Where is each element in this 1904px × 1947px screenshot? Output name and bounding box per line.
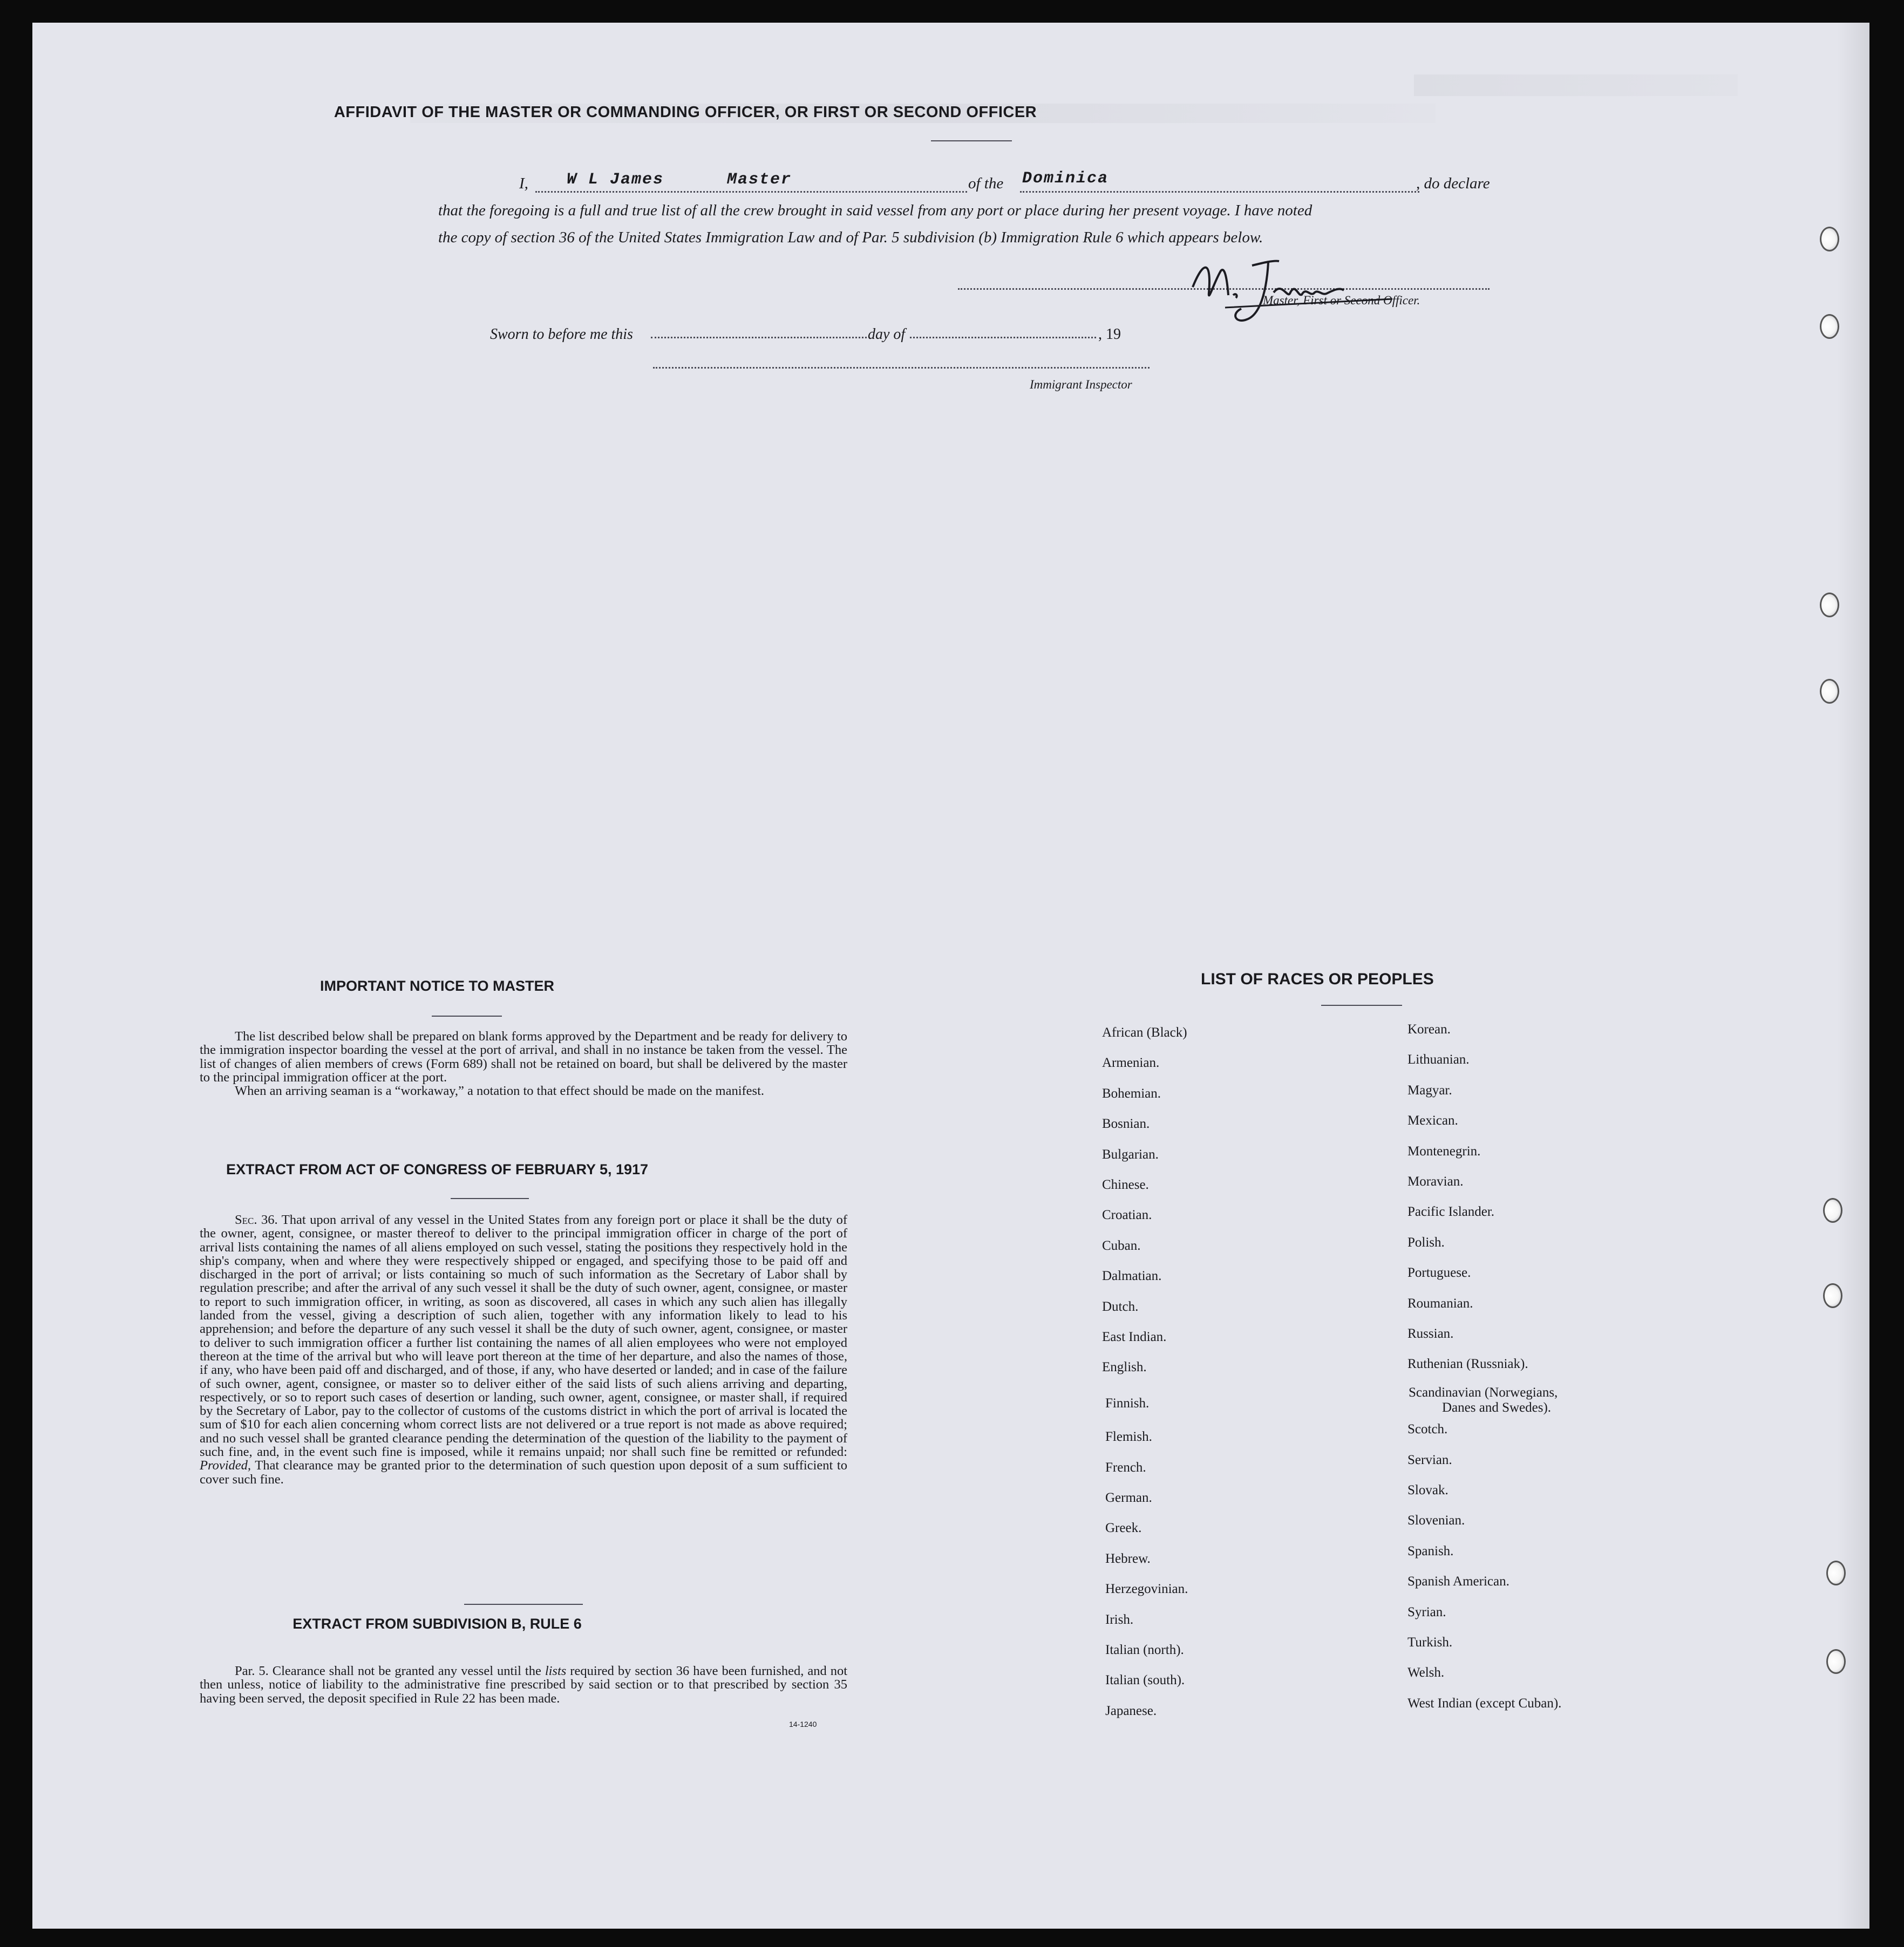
officer-rank: Master [727,171,792,189]
race-item: Polish. [1407,1235,1445,1250]
sworn-month-line [910,337,1096,338]
race-item: Bohemian. [1102,1086,1161,1101]
race-item: Montenegrin. [1407,1143,1481,1159]
vessel-name-line [1020,191,1419,193]
affidavit-line-3: the copy of section 36 of the United States Immigration Law and of Par. 5 subdivision (b) Immigration Rule 6 which appears below. [438,229,1263,246]
race-item: Spanish. [1407,1543,1454,1558]
race-item: German. [1105,1490,1152,1505]
race-item: Scotch. [1407,1422,1448,1437]
race-item: Welsh. [1407,1665,1445,1680]
extract-act-title: EXTRACT FROM ACT OF CONGRESS OF FEBRUARY 5, 1917 [226,1161,649,1177]
lists-word: lists [545,1664,567,1678]
section-text: That upon arrival of any vessel in the United States from any foreign port or place it shall be the duty of the owner, agent, consignee, or master thereof to deliver to the principal immigration officer in charge of the port of arrival lists containing the names of all aliens employed on such vessel, stating the positions they respectively hold in the ship's company, when and where they were respectively shipped or engaged, and specifying those to be paid off and discharged in the port of arrival; or lists containing so much of such information as the Secretary of Labor shall by regulation prescribe; and after the arrival of any such vessel it shall be the duty of such owner, agent, consignee, or master to report to such immigration officer, in writing, as soon as discovered, all cases in which any such alien has illegally landed from the vessel, giving a description of such alien, together with any information likely to lead to his apprehension; and before the departure of any such vessel it shall be the duty of such owner, agent, consignee, or master to deliver to such immigration officer a further list containing the names of all alien employees who were not employed thereon at the time of the arrival but who will leave port thereon at the time of her departure, and also the names of those, if any, who have been paid off and discharged, and of those, if any, who have deserted or landed; and in case of the failure of such owner, agent, consignee, or master so to deliver either of the said lists of such aliens arriving and departing, respectively, or so to report such cases of desertion or landing, such owner, agent, consignee, or master shall, if required by the Secretary of Labor, pay to the collector of customs of the customs district in which the port of arrival is located the sum of $10 for each alien concerning whom correct lists are not delivered or a true report is not made as above required; and no such vessel shall be granted clearance pending the determination of the question of the liability to the payment of such fine, and, in the event such fine is imposed, while it remains unpaid; nor shall such fine be remitted or refunded: [200,1213,847,1460]
form-number: 14-1240 [789,1720,817,1728]
vessel-name: Dominica [1022,169,1109,188]
rule-divider [464,1604,583,1605]
race-item: Irish. [1105,1612,1134,1627]
race-item: Italian (north). [1105,1643,1184,1657]
officer-name: W L James [567,171,664,189]
do-declare-label: , do declare [1416,175,1490,192]
rule-text: Par. 5. Clearance shall not be granted any vessel until the [235,1664,541,1678]
race-item: Bulgarian. [1102,1147,1159,1162]
race-item: Dutch. [1102,1299,1139,1314]
punch-hole [1820,593,1839,617]
punch-hole [1820,227,1839,251]
extract-rule-title: EXTRACT FROM SUBDIVISION B, RULE 6 [293,1616,582,1632]
races-title: LIST OF RACES OR PEOPLES [1201,970,1434,988]
sworn-label: Sworn to before me this [490,326,633,343]
race-item: Herzegovinian. [1105,1582,1188,1597]
sworn-year-label: , 19 [1098,326,1121,343]
inspector-signature-line [653,367,1150,369]
race-item: Ruthenian (Russniak). [1407,1357,1528,1372]
of-the-label: of the [968,175,1004,192]
race-item: French. [1105,1460,1146,1475]
race-item: Roumanian. [1407,1296,1473,1311]
race-item: Moravian. [1407,1174,1464,1189]
race-item: African (Black) [1102,1025,1187,1040]
proviso-word: Provided, [200,1458,251,1473]
race-item: Dalmatian. [1102,1269,1162,1284]
section-text-end: That clearance may be granted prior to the determination of such question upon deposit of a sum sufficient to cover such fine. [200,1458,847,1487]
race-item: Lithuanian. [1407,1052,1470,1067]
race-item: Flemish. [1105,1429,1152,1445]
title-divider [931,140,1012,141]
race-item: Hebrew. [1105,1551,1151,1566]
race-item: Spanish American. [1407,1574,1509,1589]
race-item: Italian (south). [1105,1673,1185,1688]
section-label: Sec. 36. [235,1213,278,1227]
rule-text-end: required by section 36 have been furnished, and not then unless, notice of liability to the administrative fine prescribed by said section or to that prescribed by section 35 having been served, the deposit specified in Rule 22 has been made. [200,1664,848,1706]
race-item: Slovak. [1407,1483,1449,1497]
race-item: Slovenian. [1407,1513,1465,1528]
race-item: Finnish. [1105,1395,1150,1411]
race-item: Servian. [1407,1452,1452,1467]
race-item: Korean. [1407,1022,1451,1037]
race-item: Portuguese. [1407,1265,1471,1281]
intro-prefix: I, [519,175,528,192]
punch-hole [1820,314,1839,339]
affidavit-line-2: that the foregoing is a full and true list of all the crew brought in said vessel from any port or place during her present voyage. I have noted [438,202,1313,219]
extract-rule-body [200,1664,847,1705]
race-item: Chinese. [1102,1177,1149,1192]
signature-caption: Master, First or Second Officer. [1263,294,1420,307]
notice-paragraph: The list described below shall be prepared on blank forms approved by the Department and be ready for delivery to the immigration inspector boarding the vessel at the port of arrival, and shall in no instance be taken from the vessel. The list of changes of alien members of crews (Form 689) shall not be retained on board, but shall be delivered by the master to the principal immigration officer at the port. [200,1029,847,1085]
race-item: Danes and Swedes). [1442,1400,1552,1415]
race-item: Syrian. [1407,1604,1446,1619]
race-item: Armenian. [1102,1056,1160,1071]
race-item: Russian. [1407,1326,1454,1341]
race-item: East Indian. [1102,1330,1167,1344]
race-item: Magyar. [1407,1083,1452,1098]
handwritten-signature [1182,249,1409,330]
affidavit-declaration-line [438,169,1496,196]
race-item: Cuban. [1102,1238,1141,1253]
page-edge-shadow [1837,23,1869,1929]
punch-hole [1820,679,1839,704]
race-item: Croatian. [1102,1208,1152,1223]
race-item: Mexican. [1407,1113,1458,1128]
race-item: Turkish. [1407,1635,1453,1650]
notice-body [200,1030,847,1098]
sworn-day-of-label: day of [868,326,906,343]
race-item: Pacific Islander. [1407,1204,1495,1220]
races-divider [1321,1005,1402,1006]
officer-name-line [535,191,967,193]
document-page [32,23,1869,1929]
race-item: English. [1102,1360,1147,1375]
race-item: Bosnian. [1102,1117,1150,1132]
race-item: Greek. [1105,1521,1142,1536]
sworn-date-line [651,337,867,338]
bleed-through-mark [1414,74,1738,96]
race-item: Scandinavian (Norwegians, [1409,1385,1558,1400]
extract-act-divider [451,1198,529,1199]
inspector-caption: Immigrant Inspector [1030,378,1132,391]
notice-title: IMPORTANT NOTICE TO MASTER [320,978,554,994]
race-item: Japanese. [1105,1703,1157,1718]
affidavit-title: AFFIDAVIT OF THE MASTER OR COMMANDING OFFICER, OR FIRST OR SECOND OFFICER [334,104,1037,121]
notice-paragraph: When an arriving seaman is a “workaway,” a notation to that effect should be made on the manifest. [235,1084,765,1099]
notice-divider [432,1016,502,1017]
extract-act-body [200,1213,847,1486]
race-item: West Indian (except Cuban). [1407,1696,1562,1711]
